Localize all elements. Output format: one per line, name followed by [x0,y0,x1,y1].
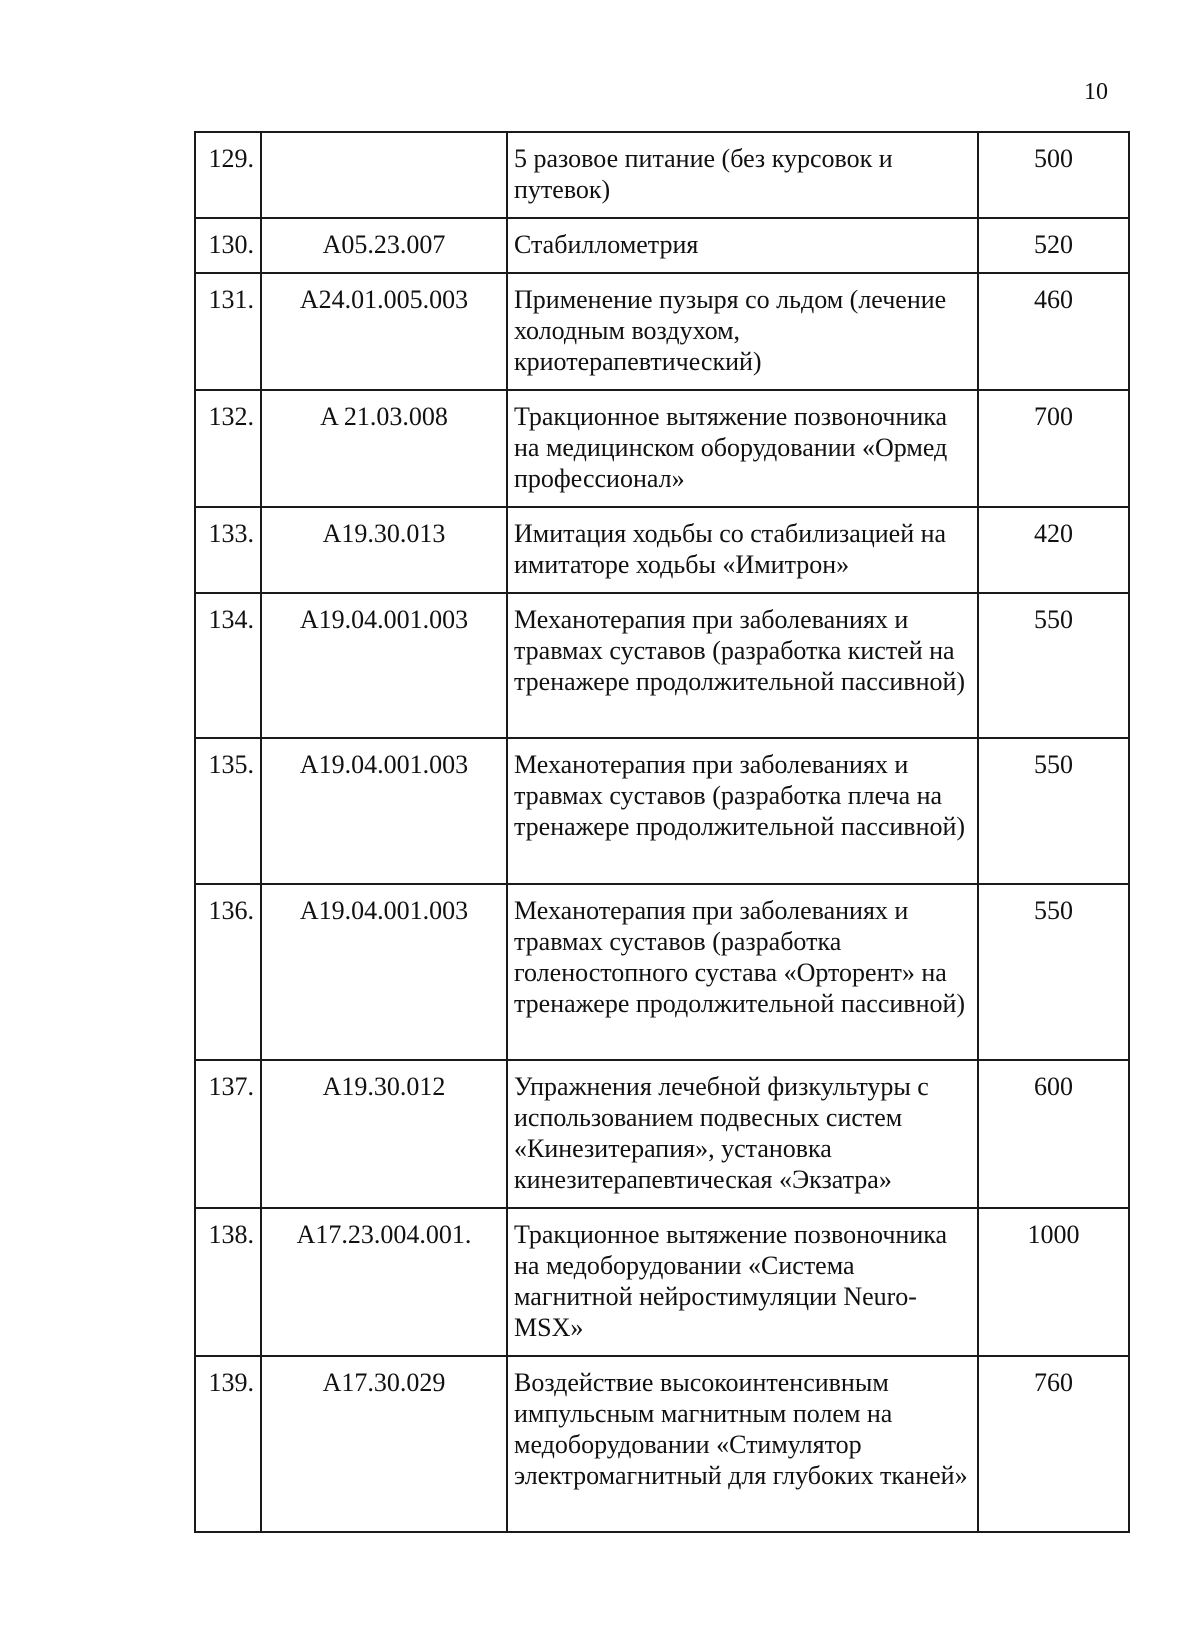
service-price: 460 [978,273,1129,390]
service-code: A24.01.005.003 [261,273,507,390]
table-row [195,390,1129,507]
row-number: 133. [195,507,261,593]
row-number: 135. [195,738,261,884]
service-code [261,132,507,218]
service-price: 550 [978,738,1129,884]
service-code: A19.30.013 [261,507,507,593]
service-code: A05.23.007 [261,218,507,273]
table-row [195,884,1129,1060]
service-code: A19.04.001.003 [261,593,507,738]
table-row [195,738,1129,884]
row-number: 132. [195,390,261,507]
service-price: 550 [978,884,1129,1060]
row-number: 131. [195,273,261,390]
service-name: Применение пузыря со льдом (лечение холодным воздухом, криотерапевтический) [507,273,978,390]
service-price: 420 [978,507,1129,593]
row-number: 134. [195,593,261,738]
service-code: A19.30.012 [261,1060,507,1208]
services-price-table [194,131,1130,1533]
service-name: Тракционное вытяжение позвоночника на медоборудовании «Система магнитной нейростимуляции Neuro-MSX» [507,1208,978,1356]
table-row [195,273,1129,390]
table-row [195,132,1129,218]
service-name: Механотерапия при заболеваниях и травмах суставов (разработка кистей на тренажере продолжительной пассивной) [507,593,978,738]
service-name: Тракционное вытяжение позвоночника на медицинском оборудовании «Ормед профессионал» [507,390,978,507]
service-name: Упражнения лечебной физкультуры с использованием подвесных систем «Кинезитерапия», установка кинезитерапевтическая «Экзатра» [507,1060,978,1208]
service-price: 520 [978,218,1129,273]
service-code: A19.04.001.003 [261,738,507,884]
table-row [195,1356,1129,1532]
row-number: 130. [195,218,261,273]
service-price: 1000 [978,1208,1129,1356]
service-code: A17.23.004.001. [261,1208,507,1356]
service-name: Стабиллометрия [507,218,978,273]
service-name: Имитация ходьбы со стабилизацией на имитаторе ходьбы «Имитрон» [507,507,978,593]
service-price: 500 [978,132,1129,218]
service-code: A 21.03.008 [261,390,507,507]
service-name: Механотерапия при заболеваниях и травмах суставов (разработка плеча на тренажере продолжительной пассивной) [507,738,978,884]
service-price: 600 [978,1060,1129,1208]
service-name: Воздействие высокоинтенсивным импульсным магнитным полем на медоборудовании «Стимулятор электромагнитный для глубоких тканей» [507,1356,978,1532]
table-row [195,593,1129,738]
row-number: 137. [195,1060,261,1208]
row-number: 136. [195,884,261,1060]
service-code: A19.04.001.003 [261,884,507,1060]
table-row [195,507,1129,593]
row-number: 129. [195,132,261,218]
table-row [195,1208,1129,1356]
service-price: 760 [978,1356,1129,1532]
service-name: 5 разовое питание (без курсовок и путевок) [507,132,978,218]
row-number: 138. [195,1208,261,1356]
row-number: 139. [195,1356,261,1532]
service-price: 550 [978,593,1129,738]
table-row [195,218,1129,273]
page-number: 10 [1084,79,1108,105]
table-row [195,1060,1129,1208]
service-name: Механотерапия при заболеваниях и травмах суставов (разработка голеностопного сустава «Орторент» на тренажере продолжительной пассивной) [507,884,978,1060]
service-code: A17.30.029 [261,1356,507,1532]
service-price: 700 [978,390,1129,507]
